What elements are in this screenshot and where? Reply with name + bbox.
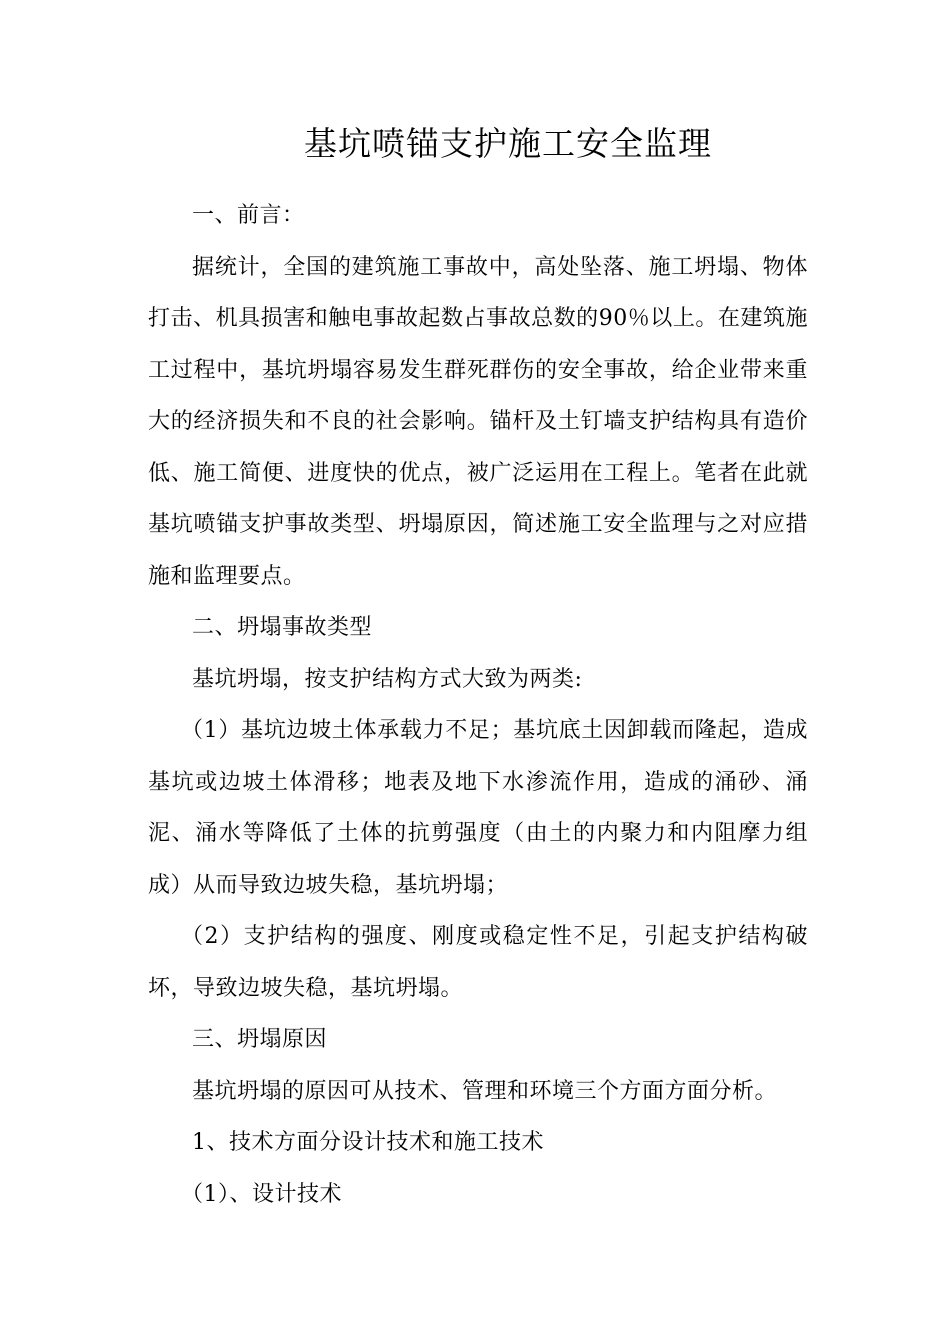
section-heading-collapse-causes: 三、坍塌原因 xyxy=(192,1027,328,1052)
paragraph-cause-analysis: 基坑坍塌的原因可从技术、管理和环境三个方面方面分析。 xyxy=(192,1078,778,1104)
paragraph-type-2: （2）支护结构的强度、刚度或稳定性不足，引起支护结构破坏，导致边坡失稳，基坑坍塌。 xyxy=(148,924,808,1001)
section-heading-collapse-types: 二、坍塌事故类型 xyxy=(192,615,373,640)
section-heading-preface: 一、前言： xyxy=(192,203,305,228)
paragraph-statistics: 据统计，全国的建筑施工事故中，高处坠落、施工坍塌、物体打击、机具损害和触电事故起数占事故总数的90％以上。在建筑施工过程中，基坑坍塌容易发生群死群伤的安全事故，给企业带来重大的经济损失和不良的社会影响。锚杆及土钉墙支护结构具有造价低、施工简便、进度快的优点，被广泛运用在工程上。笔者在此就基坑喷锚支护事故类型、坍塌原因，简述施工安全监理与之对应措施和监理要点。 xyxy=(148,254,808,589)
paragraph-collapse-classification: 基坑坍塌，按支护结构方式大致为两类: xyxy=(192,666,583,692)
subheading-technical-aspects: 1、技术方面分设计技术和施工技术 xyxy=(192,1130,544,1155)
document-title: 基坑喷锚支护施工安全监理 xyxy=(304,124,712,163)
subheading-design-technology: （1）、设计技术 xyxy=(181,1181,342,1207)
document-body xyxy=(148,190,808,1220)
paragraph-type-1: （1）基坑边坡土体承载力不足；基坑底土因卸载而隆起，造成基坑或边坡土体滑移；地表及地下水渗流作用，造成的涌砂、涌泥、涌水等降低了土体的抗剪强度（由土的内聚力和内阻摩力组成）从而导致边坡失稳，基坑坍塌； xyxy=(148,718,808,898)
